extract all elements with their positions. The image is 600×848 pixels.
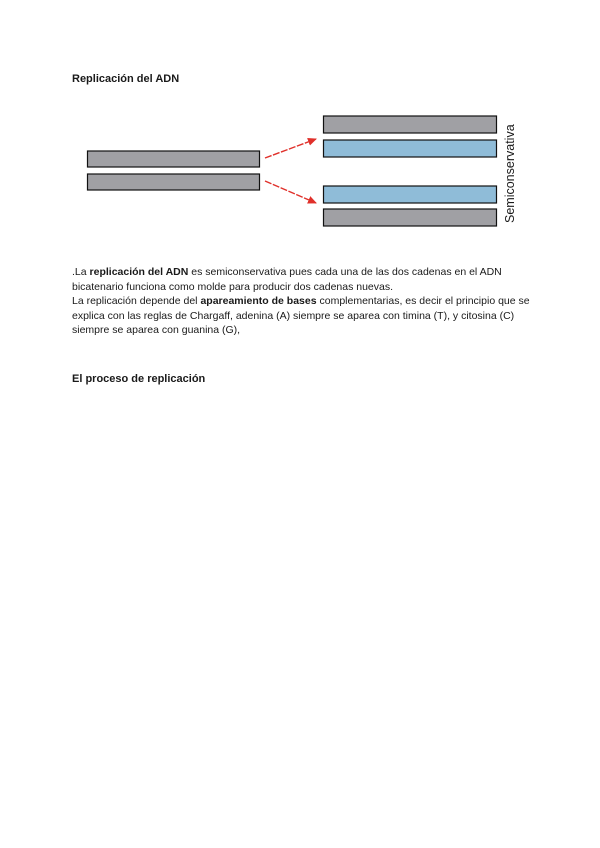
paragraph2-suffix: complementarias, es decir el principio que se explica con las reglas de Chargaff, adenina (A) siempre se aparea con timina (T), y citosina (C) siempre se aparea con guanina (G),: [72, 295, 530, 337]
paragraph1-suffix: es semiconservativa pues cada una de las dos cadenas en el ADN bicatenario funciona como molde para producir dos cadenas nuevas.: [72, 266, 502, 293]
page-title: Replicación del ADN: [72, 73, 180, 85]
daughter2-new-strand: [324, 186, 497, 203]
parent-strand-top: [88, 151, 260, 167]
semiconservative-label: Semiconservativa: [503, 124, 517, 223]
arrow-up: [265, 139, 316, 158]
paragraph2-prefix: La replicación depende del: [72, 295, 201, 308]
dna-replication-diagram: [0, 0, 600, 240]
paragraph-base-pairing: [72, 294, 542, 338]
paragraph2-bold: apareamiento de bases: [200, 295, 317, 308]
arrow-down: [265, 181, 316, 203]
section-title: El proceso de replicación: [72, 373, 206, 385]
body-text: [72, 265, 542, 338]
paragraph1-bold: replicación del ADN: [89, 266, 189, 278]
paragraph1-prefix: .La: [72, 266, 90, 278]
parent-strand-bottom: [88, 174, 260, 190]
paragraph-semiconservative: [72, 265, 542, 294]
daughter2-old-strand: [324, 209, 497, 226]
daughter1-new-strand: [324, 140, 497, 157]
daughter1-old-strand: [324, 116, 497, 133]
